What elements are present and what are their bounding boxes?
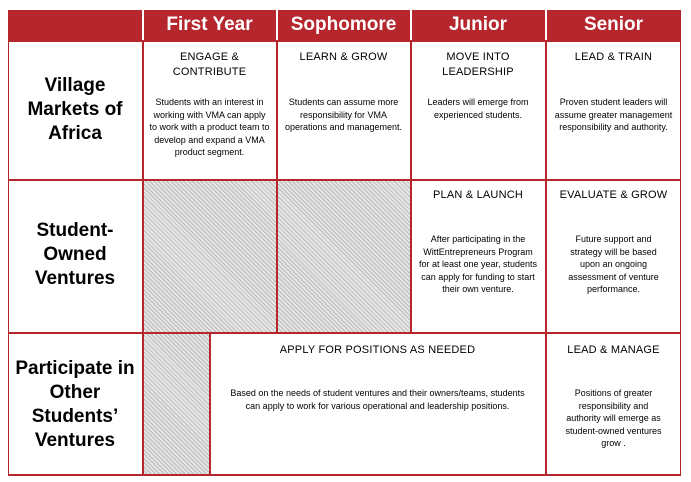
cell-other-senior [546,343,681,450]
cell-sov-senior [546,188,681,296]
header-first-year: First Year [143,10,276,40]
header-separator [545,10,547,40]
header-separator [410,10,412,40]
header-junior: Junior [411,10,545,40]
header-separator [276,10,278,40]
cell-vma-sophomore [277,50,410,134]
header-corner [8,10,142,40]
grid-line [8,474,681,476]
cell-vma-junior [411,50,545,121]
cell-sov-junior [411,188,545,296]
header-separator [142,10,144,40]
grid-line [545,10,547,476]
cell-body: Leaders will emerge from experienced students. [427,97,529,120]
cell-vma-first-year [143,50,276,159]
grid-line [680,10,681,476]
header-sophomore: Sophomore [277,10,410,40]
cell-vma-senior [546,50,681,134]
grid-line [276,10,278,333]
cell-body: Proven student leaders will assume greater management responsibility and authority. [554,97,673,132]
grid-line [8,179,681,181]
empty-cell-other-first-year [143,333,209,475]
grid-line [8,10,9,476]
cell-title: APPLY FOR POSITIONS AS NEEDED [279,344,476,356]
grid-line [209,333,211,476]
cell-body: Students can assume more responsibility for VMA operations and management. [284,97,403,132]
grid-line [410,10,412,333]
cell-other-mid [210,343,545,412]
cell-body: After participating in the WittEntrepreneurs Program for at least one year, students can apply for funding to start their own venture. [418,234,538,294]
cell-body: Based on the needs of student ventures and their owners/teams, students can apply to work for various operational and leadership positions. [230,388,525,411]
grid-line [8,40,681,42]
header-senior: Senior [546,10,681,40]
cell-title: MOVE INTO LEADERSHIP [442,51,514,78]
empty-cell-sov-sophomore [277,180,410,332]
cell-body: Students with an interest in working with VMA can apply to work with a product team to develop and expand a VMA product segment. [149,97,270,157]
cell-title: EVALUATE & GROW [559,189,668,201]
empty-cell-sov-first-year [143,180,276,332]
cell-title: PLAN & LAUNCH [432,189,523,201]
row-label-other-ventures: Participate in Other Students’ Ventures [15,358,135,451]
cell-title: ENGAGE & CONTRIBUTE [172,51,247,78]
cell-body: Positions of greater responsibility and authority will emerge as student-owned ventures grow . [565,388,662,448]
grid-line [142,10,144,476]
grid-line [8,332,681,334]
cell-title: LEAD & TRAIN [574,51,653,63]
cell-title: LEAD & MANAGE [567,344,660,356]
row-label-vma: Village Markets of Africa [27,75,123,144]
cell-body: Future support and strategy will be based upon an ongoing assessment of venture performance. [568,234,659,294]
row-label-student-owned-ventures: Student-Owned Ventures [34,220,116,289]
cell-title: LEARN & GROW [299,51,388,63]
